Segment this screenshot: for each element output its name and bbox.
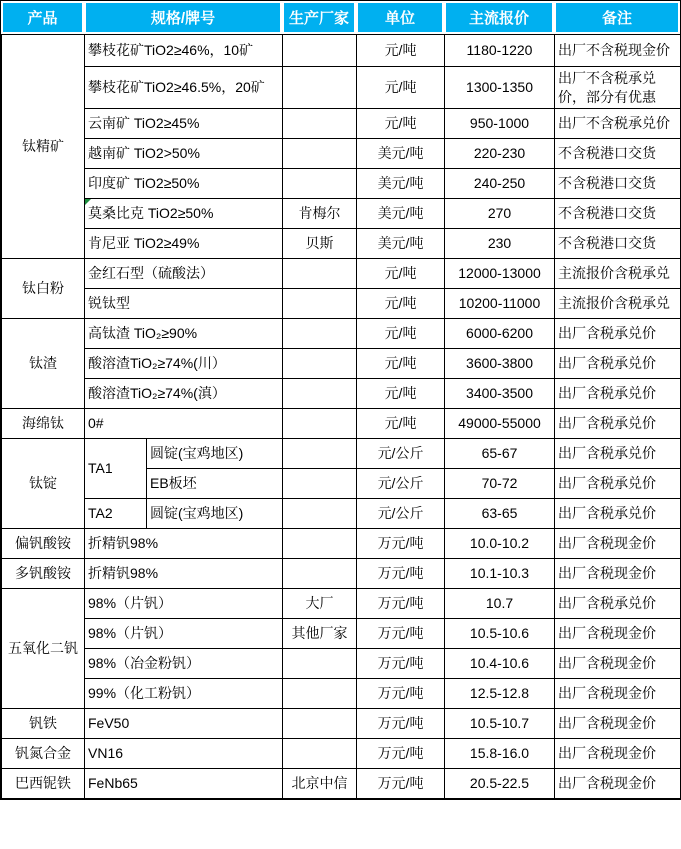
producer-cell (283, 169, 357, 199)
note-cell: 出厂含税承兑价 (555, 319, 681, 349)
note-cell: 出厂含税承兑价 (555, 469, 681, 499)
table-row (2, 559, 681, 589)
spec-cell: 折精钒98% (85, 559, 283, 589)
note-cell: 不含税港口交货 (555, 139, 681, 169)
table-row (2, 349, 681, 379)
producer-cell (283, 139, 357, 169)
unit-cell: 元/吨 (357, 319, 445, 349)
price-cell: 49000-55000 (445, 409, 555, 439)
price-cell: 3400-3500 (445, 379, 555, 409)
producer-cell (283, 289, 357, 319)
producer-cell (283, 35, 357, 67)
table-row (2, 589, 681, 619)
product-cell: 钒氮合金 (2, 739, 85, 769)
price-table-body (1, 34, 681, 799)
unit-cell: 万元/吨 (357, 589, 445, 619)
form-cell: 圆锭(宝鸡地区) (147, 499, 283, 529)
table-row (2, 109, 681, 139)
price-cell: 12.5-12.8 (445, 679, 555, 709)
table-row (2, 679, 681, 709)
spec-cell: 高钛渣 TiO₂≥90% (85, 319, 283, 349)
product-cell: 偏钒酸铵 (2, 529, 85, 559)
note-cell: 出厂不含税现金价 (555, 35, 681, 67)
note-cell: 主流报价含税承兑 (555, 289, 681, 319)
spec-cell: 99%（化工粉钒） (85, 679, 283, 709)
note-cell: 出厂含税现金价 (555, 529, 681, 559)
price-cell: 10.1-10.3 (445, 559, 555, 589)
table-row (2, 529, 681, 559)
price-cell: 950-1000 (445, 109, 555, 139)
producer-cell: 肯梅尔 (283, 199, 357, 229)
price-cell: 240-250 (445, 169, 555, 199)
unit-cell: 万元/吨 (357, 529, 445, 559)
producer-cell: 其他厂家 (283, 619, 357, 649)
product-cell: 钛渣 (2, 319, 85, 409)
table-row (2, 289, 681, 319)
note-cell: 不含税港口交货 (555, 199, 681, 229)
unit-cell: 万元/吨 (357, 649, 445, 679)
unit-cell: 元/吨 (357, 379, 445, 409)
price-cell: 10.0-10.2 (445, 529, 555, 559)
note-cell: 出厂不含税承兑价，部分有优惠 (555, 67, 681, 109)
producer-cell (283, 469, 357, 499)
price-cell: 10.7 (445, 589, 555, 619)
unit-cell: 美元/吨 (357, 229, 445, 259)
table-row (2, 35, 681, 67)
table-row (2, 319, 681, 349)
spec-cell: 98%（片钒） (85, 619, 283, 649)
product-cell: 五氧化二钒 (2, 589, 85, 709)
producer-cell (283, 649, 357, 679)
unit-cell: 元/吨 (357, 409, 445, 439)
unit-cell: 元/吨 (357, 67, 445, 109)
unit-cell: 美元/吨 (357, 199, 445, 229)
spec-cell: 0# (85, 409, 283, 439)
producer-cell (283, 409, 357, 439)
spec-cell: 云南矿 TiO2≥45% (85, 109, 283, 139)
note-cell: 出厂含税现金价 (555, 619, 681, 649)
price-cell: 10.5-10.6 (445, 619, 555, 649)
unit-cell: 万元/吨 (357, 739, 445, 769)
unit-cell: 美元/吨 (357, 169, 445, 199)
note-cell: 出厂含税现金价 (555, 739, 681, 769)
spec-cell: 攀枝花矿TiO2≥46%，10矿 (85, 35, 283, 67)
spec-cell: VN16 (85, 739, 283, 769)
table-row (2, 379, 681, 409)
note-cell: 出厂含税现金价 (555, 769, 681, 799)
producer-cell (283, 67, 357, 109)
price-cell: 10200-11000 (445, 289, 555, 319)
table-row (2, 769, 681, 799)
table-row (2, 139, 681, 169)
spec-cell: FeNb65 (85, 769, 283, 799)
producer-cell (283, 739, 357, 769)
price-cell: 220-230 (445, 139, 555, 169)
product-cell: 钒铁 (2, 709, 85, 739)
spec-cell: 98%（片钒） (85, 589, 283, 619)
unit-cell: 万元/吨 (357, 679, 445, 709)
price-cell: 63-65 (445, 499, 555, 529)
spec-cell: 锐钛型 (85, 289, 283, 319)
producer-cell (283, 679, 357, 709)
note-cell: 出厂不含税承兑价 (555, 109, 681, 139)
note-cell: 出厂含税承兑价 (555, 349, 681, 379)
producer-cell: 北京中信 (283, 769, 357, 799)
table-row (2, 199, 681, 229)
corner-triangle-icon (85, 199, 91, 205)
note-cell: 出厂含税承兑价 (555, 439, 681, 469)
note-cell: 出厂含税现金价 (555, 649, 681, 679)
note-cell: 不含税港口交货 (555, 169, 681, 199)
table-row (2, 619, 681, 649)
spec-cell: 酸溶渣TiO₂≥74%(川） (85, 349, 283, 379)
price-cell: 65-67 (445, 439, 555, 469)
price-cell: 1300-1350 (445, 67, 555, 109)
unit-cell: 万元/吨 (357, 709, 445, 739)
price-cell: 230 (445, 229, 555, 259)
header-cell-price: 主流报价 (444, 1, 554, 34)
producer-cell (283, 109, 357, 139)
product-cell: 巴西铌铁 (2, 769, 85, 799)
producer-cell (283, 709, 357, 739)
spec-cell (85, 199, 283, 229)
product-cell: 钛精矿 (2, 35, 85, 259)
note-cell: 出厂含税承兑价 (555, 589, 681, 619)
grade-cell: TA2 (85, 499, 147, 529)
table-row (2, 709, 681, 739)
price-cell: 270 (445, 199, 555, 229)
header-cell-producer: 生产厂家 (282, 1, 356, 34)
unit-cell: 元/吨 (357, 35, 445, 67)
spec-cell: 折精钒98% (85, 529, 283, 559)
table-row (2, 439, 681, 469)
form-cell: EB板坯 (147, 469, 283, 499)
price-cell: 10.5-10.7 (445, 709, 555, 739)
price-cell: 6000-6200 (445, 319, 555, 349)
form-cell: 圆锭(宝鸡地区) (147, 439, 283, 469)
unit-cell: 万元/吨 (357, 619, 445, 649)
spec-cell: 越南矿 TiO2>50% (85, 139, 283, 169)
note-cell: 出厂含税现金价 (555, 559, 681, 589)
table-row (2, 169, 681, 199)
note-cell: 出厂含税承兑价 (555, 379, 681, 409)
note-cell: 不含税港口交货 (555, 229, 681, 259)
producer-cell (283, 379, 357, 409)
unit-cell: 万元/吨 (357, 769, 445, 799)
note-cell: 出厂含税承兑价 (555, 499, 681, 529)
unit-cell: 元/公斤 (357, 469, 445, 499)
header-cell-unit: 单位 (356, 1, 444, 34)
producer-cell (283, 349, 357, 379)
header-cell-note: 备注 (554, 1, 680, 34)
unit-cell: 万元/吨 (357, 559, 445, 589)
table-row (2, 499, 681, 529)
product-cell: 海绵钛 (2, 409, 85, 439)
price-cell: 1180-1220 (445, 35, 555, 67)
spec-cell: 肯尼亚 TiO2≥49% (85, 229, 283, 259)
product-cell: 钛白粉 (2, 259, 85, 319)
header-cell-product: 产品 (1, 1, 84, 34)
producer-cell: 大厂 (283, 589, 357, 619)
unit-cell: 美元/吨 (357, 139, 445, 169)
producer-cell (283, 499, 357, 529)
unit-cell: 元/吨 (357, 289, 445, 319)
unit-cell: 元/公斤 (357, 499, 445, 529)
grade-cell: TA1 (85, 439, 147, 499)
producer-cell (283, 319, 357, 349)
table-row (2, 259, 681, 289)
note-cell: 出厂含税现金价 (555, 709, 681, 739)
price-cell: 12000-13000 (445, 259, 555, 289)
producer-cell (283, 559, 357, 589)
unit-cell: 元/吨 (357, 259, 445, 289)
spec-cell: FeV50 (85, 709, 283, 739)
producer-cell (283, 439, 357, 469)
note-cell: 出厂含税承兑价 (555, 409, 681, 439)
spec-cell: 金红石型（硫酸法） (85, 259, 283, 289)
table-header-row (1, 1, 680, 34)
note-cell: 主流报价含税承兑 (555, 259, 681, 289)
spec-cell: 攀枝花矿TiO2≥46.5%，20矿 (85, 67, 283, 109)
spec-cell: 印度矿 TiO2≥50% (85, 169, 283, 199)
producer-cell: 贝斯 (283, 229, 357, 259)
spec-text: 莫桑比克 TiO2≥50% (88, 205, 214, 222)
table-row (2, 67, 681, 109)
unit-cell: 元/公斤 (357, 439, 445, 469)
producer-cell (283, 259, 357, 289)
spec-cell: 酸溶渣TiO₂≥74%(滇） (85, 379, 283, 409)
price-cell: 70-72 (445, 469, 555, 499)
table-row (2, 229, 681, 259)
producer-cell (283, 529, 357, 559)
table-row (2, 409, 681, 439)
header-cell-spec: 规格/牌号 (84, 1, 282, 34)
price-cell: 10.4-10.6 (445, 649, 555, 679)
product-cell: 钛锭 (2, 439, 85, 529)
table-row (2, 649, 681, 679)
table-row (2, 739, 681, 769)
note-cell: 出厂含税现金价 (555, 679, 681, 709)
spec-cell: 98%（冶金粉钒） (85, 649, 283, 679)
price-cell: 15.8-16.0 (445, 739, 555, 769)
price-cell: 3600-3800 (445, 349, 555, 379)
price-cell: 20.5-22.5 (445, 769, 555, 799)
product-cell: 多钒酸铵 (2, 559, 85, 589)
unit-cell: 元/吨 (357, 109, 445, 139)
unit-cell: 元/吨 (357, 349, 445, 379)
